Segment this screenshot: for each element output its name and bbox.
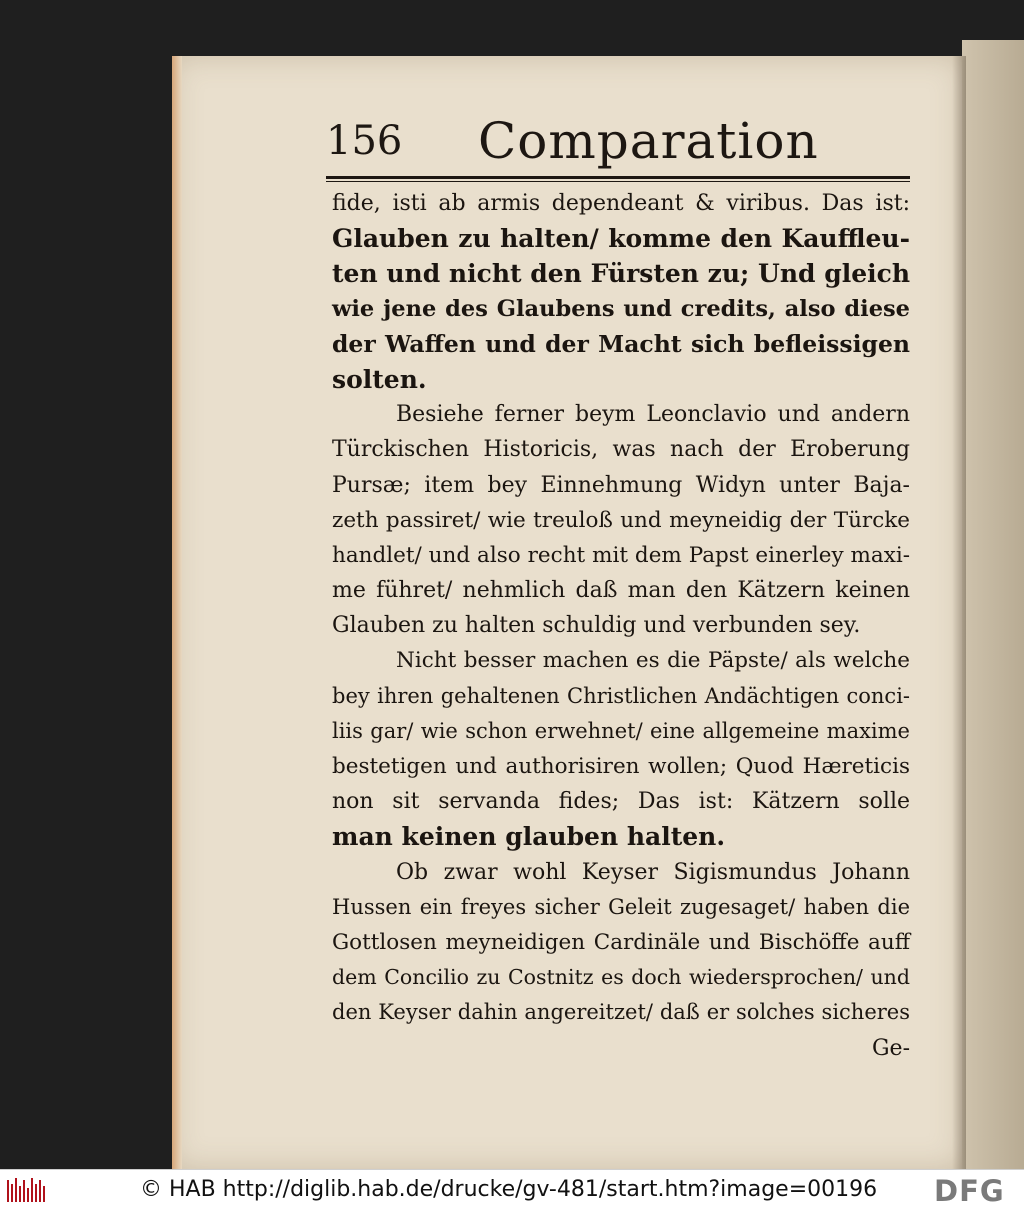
text-line: Gottlosen meyneidigen Cardinäle und Bischöffe auff — [332, 929, 910, 955]
text-line: Pursæ; item bey Einnehmung Widyn unter Baja- — [332, 472, 910, 498]
header-rule — [326, 176, 910, 179]
text-line: non sit servanda fides; Das ist: Kätzern solle — [332, 789, 910, 815]
spine-shadow — [952, 56, 966, 1169]
facing-page-edge — [962, 40, 1024, 1169]
text-line: zeth passiret/ wie treuloß und meyneidig der Türcke — [332, 507, 910, 533]
text-line: bey ihren gehaltenen Christlichen Andächtigen conci- — [332, 683, 910, 708]
dfg-logo: DFG — [934, 1174, 1005, 1208]
page-edge — [172, 56, 182, 1169]
text-line: fide, isti ab armis dependeant & viribus. Das ist: — [332, 191, 910, 216]
header-rule-thin — [326, 181, 910, 182]
text-line: ten und nicht den Fürsten zu; Und gleich — [332, 259, 910, 289]
text-line: me führet/ nehmlich daß man den Kätzern keinen — [332, 578, 910, 604]
text-line: Glauben zu halten schuldig und verbunden sey. — [332, 613, 861, 639]
text-line: Ob zwar wohl Keyser Sigismundus Johann — [396, 859, 910, 885]
running-title: Comparation — [478, 112, 819, 170]
text-line: dem Concilio zu Costnitz es doch wiedersprochen/ und — [332, 965, 910, 990]
text-line: handlet/ und also recht mit dem Papst einerley maxi- — [332, 542, 910, 568]
text-line: Hussen ein freyes sicher Geleit zugesaget/ haben die — [332, 894, 910, 919]
citation-link[interactable]: © HAB http://diglib.hab.de/drucke/gv-481/start.htm?image=00196 — [140, 1177, 878, 1202]
hab-logo-icon[interactable] — [6, 1176, 48, 1204]
page-number: 156 — [326, 118, 403, 164]
viewer-footer — [0, 1169, 1024, 1210]
text-line: Ge- — [871, 1035, 910, 1061]
text-line: Glauben zu halten/ komme den Kauffleu- — [332, 224, 910, 254]
text-line: bestetigen und authorisiren wollen; Quod Hæreticis — [332, 754, 910, 779]
page-header — [326, 112, 910, 174]
text-line: Nicht besser machen es die Päpste/ als welche — [396, 648, 910, 674]
text-line: solten. — [332, 364, 427, 394]
text-line: Türckischen Historicis, was nach der Eroberung — [332, 437, 910, 463]
text-line: wie jene des Glaubens und credits, also diese — [332, 295, 910, 322]
text-line: man keinen glauben halten. — [332, 822, 726, 852]
text-line: der Waffen und der Macht sich befleissigen — [332, 329, 910, 358]
body-text — [332, 186, 910, 1066]
text-line: Besiehe ferner beym Leonclavio und andern — [396, 402, 910, 428]
text-line: den Keyser dahin angereitzet/ daß er solches sicheres — [332, 1000, 910, 1025]
text-line: liis gar/ wie schon erwehnet/ eine allgemeine maxime — [332, 718, 910, 743]
